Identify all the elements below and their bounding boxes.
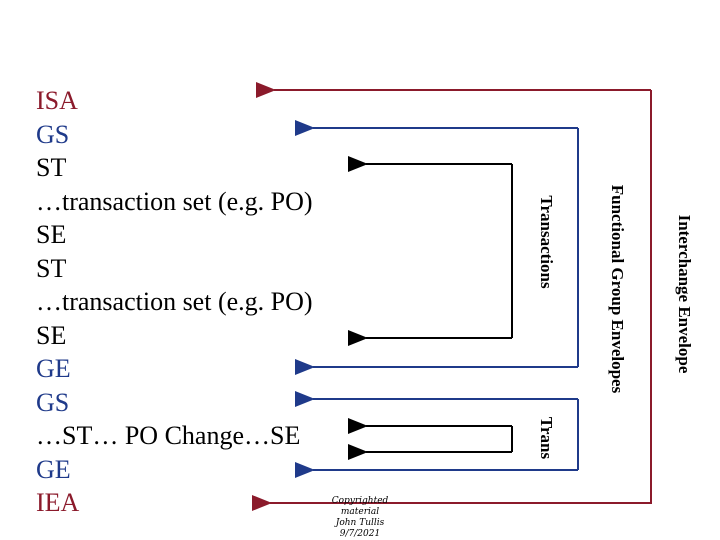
transactions-bracket [366,164,512,338]
segment-ge: GE [36,354,71,383]
copyright-author: John Tullis [335,518,385,528]
segment-po-change: …ST… PO Change…SE [36,421,301,450]
segment-gs: GS [36,119,70,149]
segment-isa: ISA [36,86,78,115]
segment-gs: GS [36,387,70,417]
trans-label: Trans [537,416,556,460]
segment-st: ST [36,153,67,182]
functional-group-envelopes-label: Functional Group Envelopes [608,184,627,394]
copyright-notice [312,496,408,540]
segment-st: ST [36,253,67,283]
segment-ge: GE [36,454,71,484]
segment-transaction-set: …transaction set (e.g. PO) [36,287,313,316]
segment-se: SE [36,220,67,249]
interchange-bracket [270,90,651,503]
trans-bracket [366,426,512,452]
transactions-label: Transactions [537,195,556,289]
interchange-envelope-label: Interchange Envelope [675,214,694,374]
segment-transaction-set: …transaction set (e.g. PO) [36,186,313,216]
copyright-date: 9/7/2021 [339,529,381,539]
interchange-bracket-line [308,90,651,503]
segment-se: SE [36,320,67,350]
segment-iea: IEA [36,488,80,517]
copyright-line: Copyrighted material [331,496,389,517]
